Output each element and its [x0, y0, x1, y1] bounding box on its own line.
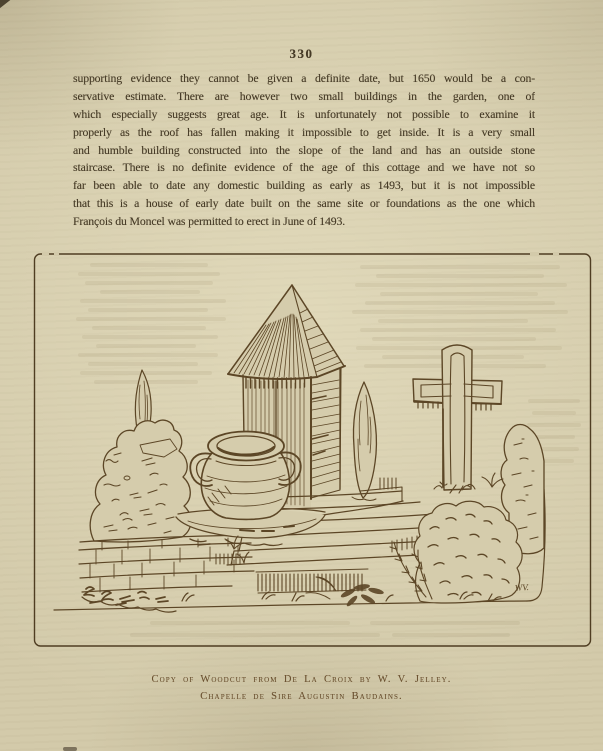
paragraph-line: that this is a house of early date built on the same site or foundations as the one which [73, 196, 535, 211]
figure-caption-subtitle: Chapelle de Sire Augustin Baudains. [200, 691, 403, 702]
paragraph-line: properly as the roof has fallen making it impossible to get inside. It is a very small [73, 124, 535, 139]
woodcut-illustration [30, 249, 596, 654]
paragraph-line: far been able to date any domestic building as early as 1493, but it is not impossible [73, 178, 535, 193]
cypress-tree-right [352, 382, 376, 501]
paragraph-line: François du Moncel was permitted to erect in June of 1493. [73, 214, 346, 229]
paragraph-line: supporting evidence they cannot be given a definite date, but 1650 would be a con- [73, 71, 535, 85]
shrub-right [390, 501, 522, 603]
page-number: 330 [289, 46, 314, 61]
body-paragraph [73, 70, 535, 231]
paragraph-line: staircase. There is no definite evidence of the age of this cottage and we have not so [73, 160, 535, 175]
rock-mound-left [90, 420, 191, 542]
paragraph-line: which especially suggests great age. It is unfortunately not possible to examine it [73, 106, 535, 121]
figure-caption-title: Copy of Woodcut from De La Croix by W. V. Jelley. [151, 674, 452, 685]
paragraph-line: servative estimate. There are however two small buildings in the garden, one of [73, 88, 535, 103]
page-corner-mark [0, 0, 13, 9]
page-edge-mark [63, 747, 77, 751]
artist-signature: WV. [514, 582, 530, 593]
woodcut-figure [30, 249, 596, 654]
paragraph-line: and humble building constructed into the slope of the land and has an outside stone [73, 142, 535, 157]
